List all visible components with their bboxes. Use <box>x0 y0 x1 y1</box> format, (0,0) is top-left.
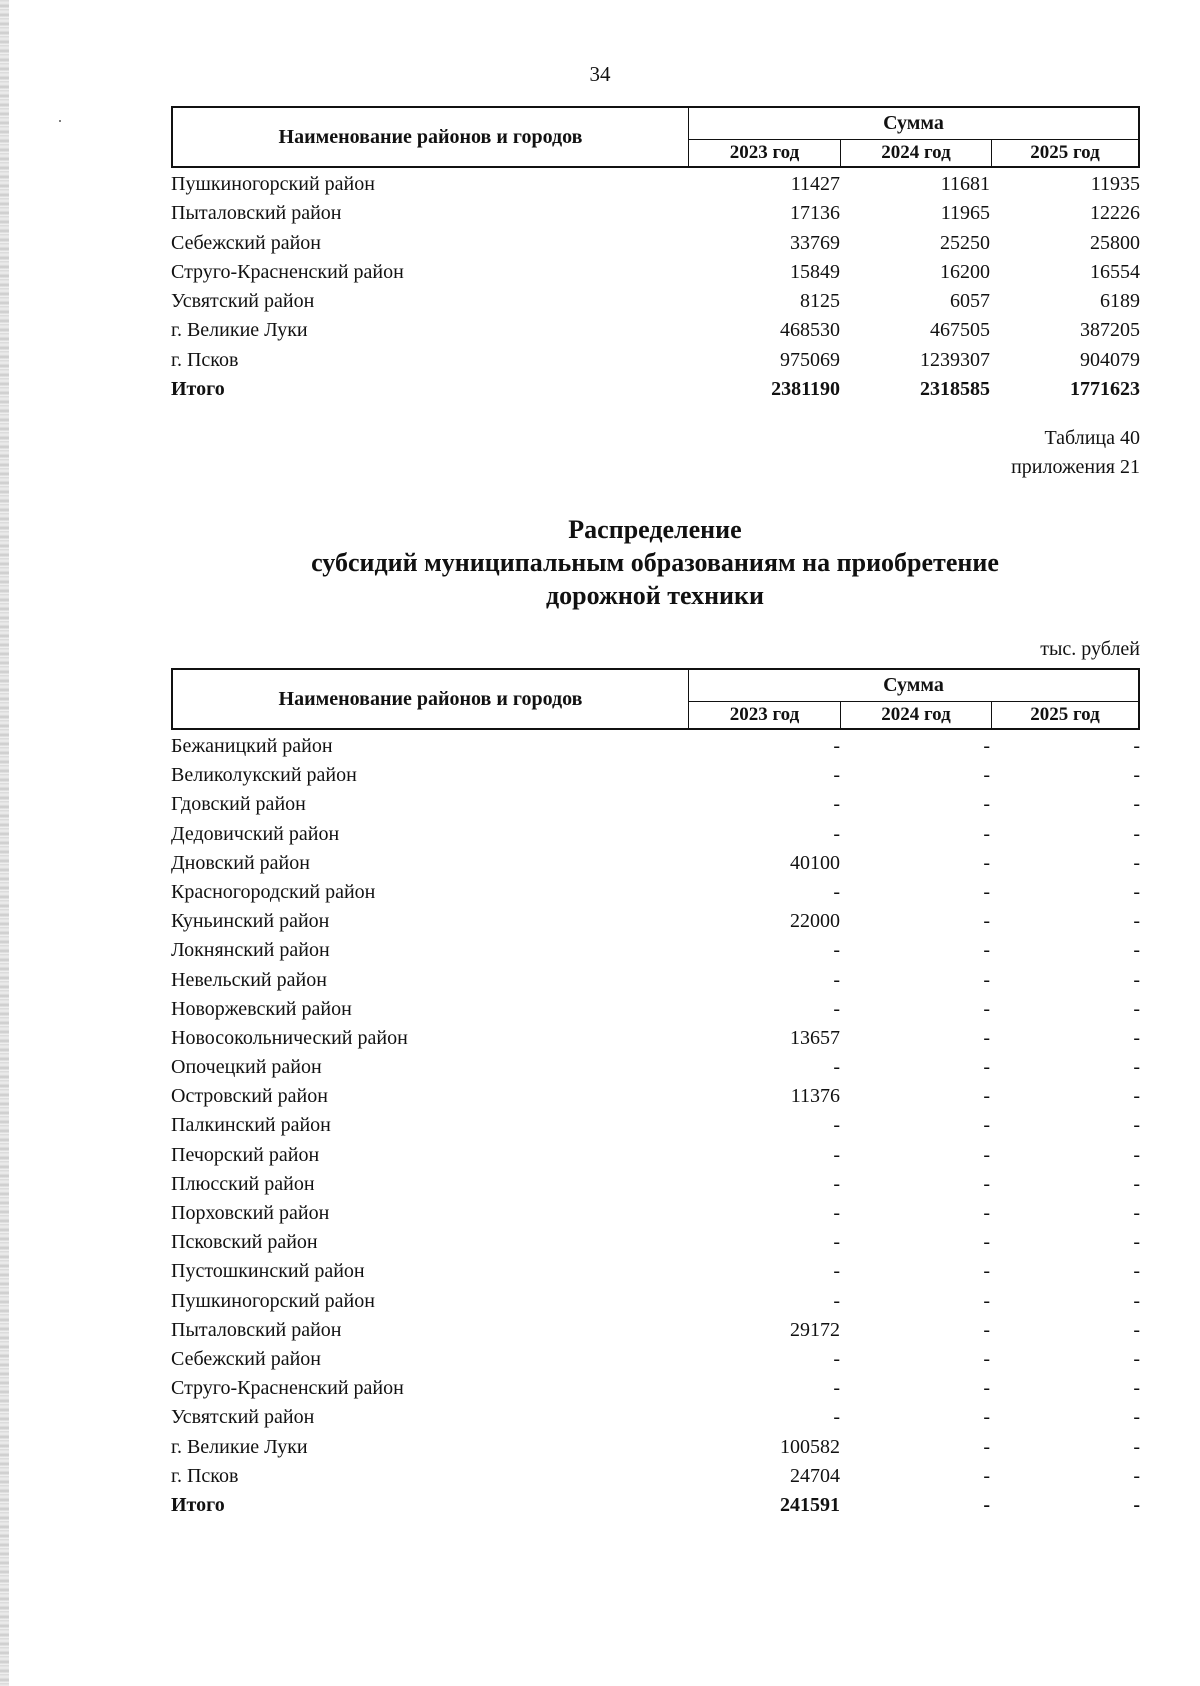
value-2025: 16554 <box>1090 260 1140 283</box>
value-2025: 6189 <box>1100 290 1140 313</box>
header-year-2024: 2024 год <box>841 140 992 166</box>
value-2024: 25250 <box>940 231 990 254</box>
value-2025: - <box>1133 1260 1140 1283</box>
row-name: Струго-Красненский район <box>171 1377 404 1400</box>
value-2024: 11965 <box>940 202 990 225</box>
page-number: 34 <box>589 62 611 86</box>
table-number: Таблица 40 <box>1044 427 1140 449</box>
value-2024: - <box>983 1464 990 1487</box>
row-name: г. Великие Луки <box>171 319 308 342</box>
value-2023: 29172 <box>790 1318 840 1341</box>
row-name: Печорский район <box>171 1143 320 1166</box>
value-2025: - <box>1133 1056 1140 1079</box>
table-row <box>171 849 1140 878</box>
table-header <box>171 668 1140 730</box>
table-total-row <box>171 1491 1140 1520</box>
value-2024: - <box>983 1318 990 1341</box>
row-name: Себежский район <box>171 231 321 254</box>
value-2023: - <box>833 764 840 787</box>
table-row <box>171 258 1140 287</box>
table-continuation <box>171 106 1140 404</box>
value-2025: - <box>1133 1493 1140 1516</box>
row-name: Дновский район <box>171 851 310 874</box>
value-2025: - <box>1133 1347 1140 1370</box>
value-2024: - <box>983 1085 990 1108</box>
value-2023: - <box>833 1172 840 1195</box>
row-name: Порховский район <box>171 1202 330 1224</box>
row-name: Себежский район <box>171 1347 321 1370</box>
value-2024: - <box>983 793 990 816</box>
value-2023: - <box>833 1143 840 1166</box>
table-row <box>171 1287 1140 1316</box>
table-row <box>171 1403 1140 1432</box>
table-body <box>171 732 1140 1520</box>
row-name: Пушкиногорский район <box>171 1289 375 1312</box>
value-2023: 241591 <box>780 1493 840 1516</box>
value-2024: - <box>983 1202 990 1224</box>
value-2023: - <box>833 1260 840 1283</box>
value-2023: 11376 <box>790 1085 840 1108</box>
table-header <box>171 106 1140 168</box>
table-row <box>171 1433 1140 1462</box>
table-row <box>171 316 1140 345</box>
value-2024: - <box>983 880 990 903</box>
table-row <box>171 1345 1140 1374</box>
value-2025: 1771623 <box>1070 378 1140 401</box>
row-name: Струго-Красненский район <box>171 260 404 283</box>
value-2023: 468530 <box>780 319 840 342</box>
value-2023: - <box>833 735 840 757</box>
value-2023: 100582 <box>780 1435 840 1458</box>
row-name: Итого <box>171 378 225 401</box>
row-name: Пыталовский район <box>171 202 342 225</box>
row-name: г. Великие Луки <box>171 1435 308 1458</box>
value-2023: - <box>833 1289 840 1312</box>
row-name: Гдовский район <box>171 793 306 816</box>
header-year-2023: 2023 год <box>689 702 841 728</box>
header-name-column: Наименование районов и городов <box>173 108 689 166</box>
value-2023: 33769 <box>790 231 840 254</box>
header-year-2025: 2025 год <box>1030 704 1100 725</box>
table-row <box>171 1374 1140 1403</box>
value-2023: - <box>833 1406 840 1429</box>
value-2025: - <box>1133 764 1140 787</box>
value-2024: - <box>983 851 990 874</box>
title-line-2: субсидий муниципальным образованиям на приобретение <box>311 548 999 577</box>
value-2025: - <box>1133 1114 1140 1137</box>
value-2023: 24704 <box>790 1464 840 1487</box>
value-2023: 40100 <box>790 851 840 874</box>
header-sum-column: Сумма <box>689 670 1138 702</box>
table-row <box>171 1141 1140 1170</box>
value-2024: - <box>983 939 990 962</box>
value-2023: 8125 <box>800 290 840 313</box>
table-road-equipment-subsidies <box>171 668 1140 1520</box>
table-row <box>171 1462 1140 1491</box>
value-2024: - <box>983 1435 990 1458</box>
value-2024: - <box>983 1056 990 1079</box>
table-row <box>171 820 1140 849</box>
title-line-1: Распределение <box>568 515 742 544</box>
value-2024: 16200 <box>940 260 990 283</box>
value-2023: - <box>833 1202 840 1224</box>
table-row <box>171 199 1140 228</box>
row-name: Новоржевский район <box>171 997 352 1020</box>
value-2025: - <box>1133 880 1140 903</box>
value-2025: - <box>1133 1202 1140 1224</box>
units-label: тыс. рублей <box>1040 638 1140 660</box>
value-2025: - <box>1133 968 1140 991</box>
row-name: Невельский район <box>171 968 327 991</box>
value-2025: - <box>1133 1143 1140 1166</box>
row-name: Великолукский район <box>171 764 357 787</box>
row-name: Красногородский район <box>171 880 376 903</box>
row-name: Новосокольнический район <box>171 1026 408 1049</box>
value-2025: - <box>1133 1377 1140 1400</box>
header-year-2024: 2024 год <box>841 702 992 728</box>
value-2024: - <box>983 1143 990 1166</box>
table-total-row <box>171 375 1140 404</box>
value-2025: - <box>1133 822 1140 845</box>
value-2023: - <box>833 1056 840 1079</box>
value-2023: 11427 <box>790 173 840 195</box>
value-2025: - <box>1133 1289 1140 1312</box>
table-row <box>171 229 1140 258</box>
value-2024: 467505 <box>930 319 990 342</box>
table-row <box>171 790 1140 819</box>
value-2025: - <box>1133 851 1140 874</box>
appendix-number: приложения 21 <box>1011 456 1140 478</box>
row-name: Пушкиногорский район <box>171 173 375 195</box>
value-2023: - <box>833 1114 840 1137</box>
document-title <box>0 513 1200 612</box>
table-row <box>171 346 1140 375</box>
row-name: Куньинский район <box>171 910 330 933</box>
header-year-2025: 2025 год <box>1030 142 1100 163</box>
value-2024: - <box>983 1493 990 1516</box>
value-2023: - <box>833 939 840 962</box>
value-2023: - <box>833 968 840 991</box>
header-sum-column: Сумма <box>689 108 1138 140</box>
value-2024: - <box>983 1289 990 1312</box>
value-2025: - <box>1133 910 1140 933</box>
row-name: Пыталовский район <box>171 1318 342 1341</box>
row-name: Островский район <box>171 1085 328 1108</box>
table-row <box>171 1170 1140 1199</box>
table-row <box>171 1024 1140 1053</box>
value-2025: - <box>1133 997 1140 1020</box>
table-row <box>171 1053 1140 1082</box>
value-2023: - <box>833 880 840 903</box>
table-row <box>171 761 1140 790</box>
row-name: Бежаницкий район <box>171 735 333 757</box>
value-2025: - <box>1133 939 1140 962</box>
table-row <box>171 936 1140 965</box>
value-2024: - <box>983 1114 990 1137</box>
value-2025: 387205 <box>1080 319 1140 342</box>
row-name: Дедовичский район <box>171 822 340 845</box>
table-row <box>171 878 1140 907</box>
value-2024: - <box>983 764 990 787</box>
value-2024: 1239307 <box>920 348 990 371</box>
value-2024: 11681 <box>940 173 990 195</box>
value-2025: - <box>1133 1406 1140 1429</box>
scan-edge-artifact <box>0 0 9 1686</box>
value-2023: 22000 <box>790 910 840 933</box>
value-2025: - <box>1133 1085 1140 1108</box>
header-year-2023: 2023 год <box>689 140 841 166</box>
value-2023: 13657 <box>790 1026 840 1049</box>
value-2024: - <box>983 1377 990 1400</box>
table-row <box>171 732 1140 761</box>
row-name: Локнянский район <box>171 939 330 962</box>
row-name: Опочецкий район <box>171 1056 322 1079</box>
table-row <box>171 995 1140 1024</box>
table-row <box>171 170 1140 199</box>
value-2025: 904079 <box>1080 348 1140 371</box>
value-2024: - <box>983 1231 990 1254</box>
row-name: Усвятский район <box>171 290 315 313</box>
value-2024: 6057 <box>950 290 990 313</box>
value-2025: - <box>1133 1435 1140 1458</box>
value-2023: 15849 <box>790 260 840 283</box>
value-2025: 11935 <box>1090 173 1140 195</box>
row-name: Усвятский район <box>171 1406 315 1429</box>
value-2025: - <box>1133 1464 1140 1487</box>
table-row <box>171 1082 1140 1111</box>
value-2024: - <box>983 910 990 933</box>
value-2023: - <box>833 1347 840 1370</box>
value-2025: 12226 <box>1090 202 1140 225</box>
table-caption <box>1011 424 1140 482</box>
row-name: г. Псков <box>171 348 239 371</box>
table-row <box>171 1199 1140 1228</box>
table-row <box>171 287 1140 316</box>
row-name: Пустошкинский район <box>171 1260 365 1283</box>
row-name: Псковский район <box>171 1231 318 1254</box>
value-2023: - <box>833 1231 840 1254</box>
value-2025: 25800 <box>1090 231 1140 254</box>
value-2024: - <box>983 735 990 757</box>
value-2024: - <box>983 1026 990 1049</box>
row-name: Итого <box>171 1493 225 1516</box>
value-2024: - <box>983 1260 990 1283</box>
value-2025: - <box>1133 793 1140 816</box>
title-line-3: дорожной техники <box>546 581 764 610</box>
table-row <box>171 1228 1140 1257</box>
value-2023: 17136 <box>790 202 840 225</box>
value-2024: - <box>983 822 990 845</box>
value-2023: - <box>833 822 840 845</box>
value-2023: - <box>833 1377 840 1400</box>
value-2025: - <box>1133 1172 1140 1195</box>
value-2025: - <box>1133 1026 1140 1049</box>
value-2025: - <box>1133 1318 1140 1341</box>
value-2024: - <box>983 1172 990 1195</box>
value-2023: 975069 <box>780 348 840 371</box>
table-row <box>171 1111 1140 1140</box>
header-name-column: Наименование районов и городов <box>173 670 689 728</box>
table-row <box>171 907 1140 936</box>
value-2024: - <box>983 968 990 991</box>
value-2025: - <box>1133 1231 1140 1254</box>
table-body <box>171 170 1140 404</box>
row-name: Плюсский район <box>171 1172 315 1195</box>
value-2024: - <box>983 1347 990 1370</box>
table-row <box>171 966 1140 995</box>
value-2023: - <box>833 997 840 1020</box>
value-2024: - <box>983 1406 990 1429</box>
value-2024: - <box>983 997 990 1020</box>
row-name: г. Псков <box>171 1464 239 1487</box>
value-2023: 2381190 <box>771 378 840 401</box>
value-2023: - <box>833 793 840 816</box>
row-name: Палкинский район <box>171 1114 331 1137</box>
scan-speck <box>59 120 61 122</box>
value-2024: 2318585 <box>920 378 990 401</box>
table-row <box>171 1257 1140 1286</box>
value-2025: - <box>1133 735 1140 757</box>
table-row <box>171 1316 1140 1345</box>
